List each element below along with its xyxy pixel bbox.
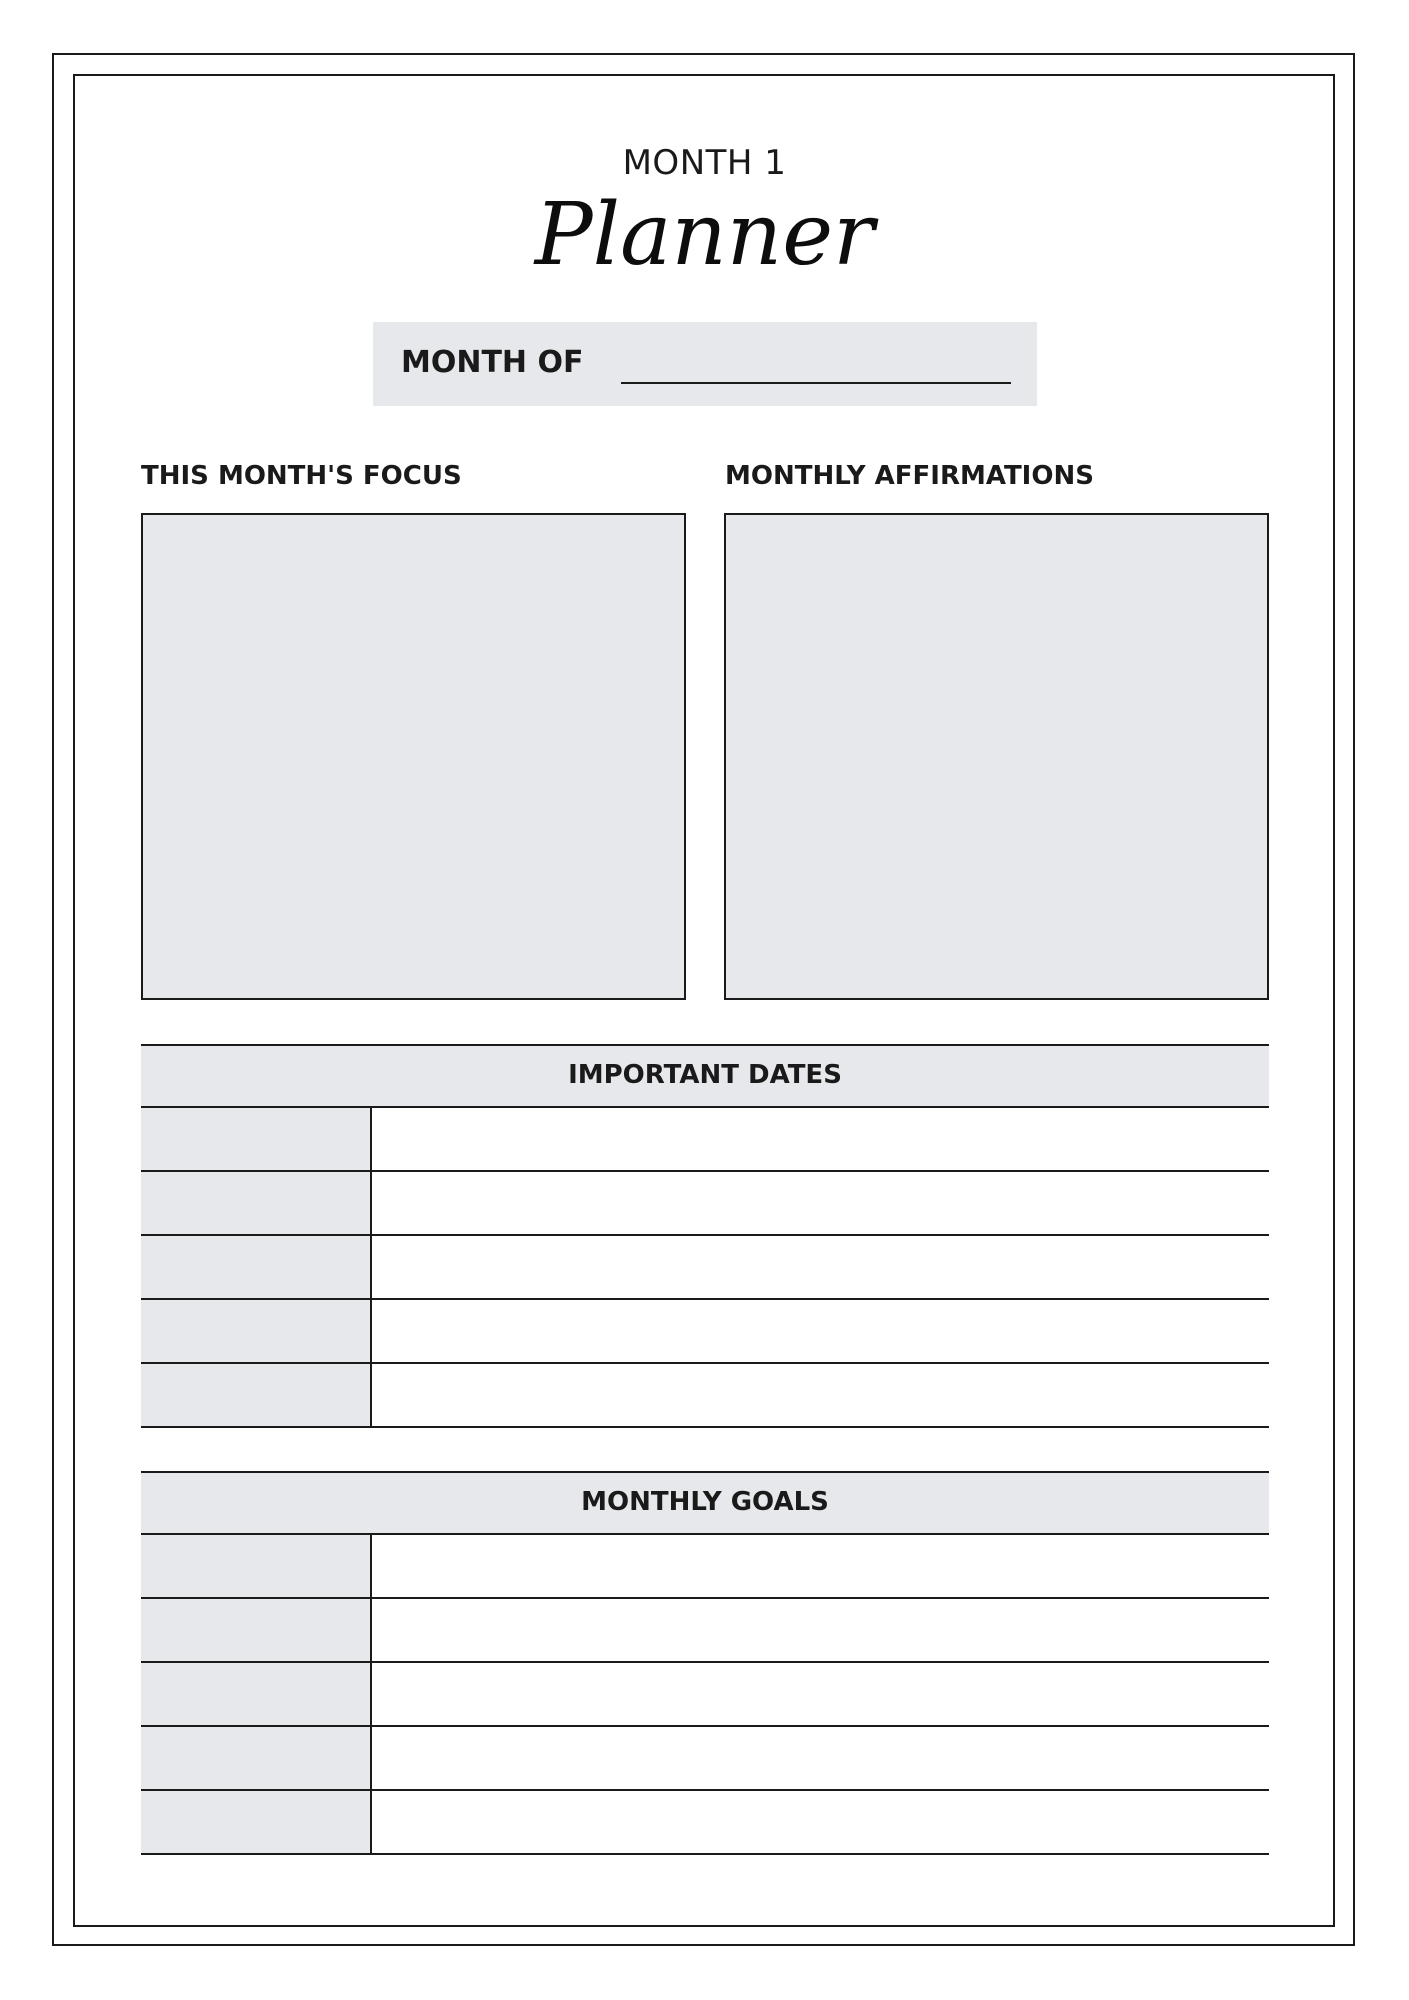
monthly-goals-title: MONTHLY GOALS: [581, 1487, 829, 1517]
monthly-goals-row: [141, 1599, 1269, 1663]
monthly-goals-row: [141, 1663, 1269, 1727]
goal-number-cell[interactable]: [141, 1599, 372, 1661]
important-dates-header: [141, 1044, 1269, 1108]
goal-number-cell[interactable]: [141, 1727, 372, 1789]
entry-cell[interactable]: [372, 1364, 1269, 1426]
entry-cell[interactable]: [372, 1172, 1269, 1234]
important-dates-row: [141, 1236, 1269, 1300]
goal-number-cell[interactable]: [141, 1663, 372, 1725]
goal-number-cell[interactable]: [141, 1791, 372, 1853]
goal-entry-cell[interactable]: [372, 1535, 1269, 1597]
monthly-goals-row: [141, 1791, 1269, 1855]
focus-writing-area[interactable]: [141, 513, 686, 1000]
date-cell[interactable]: [141, 1300, 372, 1362]
monthly-goals-header: [141, 1471, 1269, 1535]
entry-cell[interactable]: [372, 1108, 1269, 1170]
entry-cell[interactable]: [372, 1300, 1269, 1362]
date-cell[interactable]: [141, 1108, 372, 1170]
page-title: Planner: [534, 185, 875, 285]
affirmations-label: MONTHLY AFFIRMATIONS: [725, 461, 1094, 491]
focus-label: THIS MONTH'S FOCUS: [141, 461, 462, 491]
date-cell[interactable]: [141, 1172, 372, 1234]
goal-entry-cell[interactable]: [372, 1663, 1269, 1725]
goal-number-cell[interactable]: [141, 1535, 372, 1597]
important-dates-row: [141, 1300, 1269, 1364]
goal-entry-cell[interactable]: [372, 1791, 1269, 1853]
monthly-goals-row: [141, 1727, 1269, 1791]
important-dates-row: [141, 1108, 1269, 1172]
month-of-label: MONTH OF: [401, 345, 584, 380]
page-subtitle: MONTH 1: [622, 143, 787, 183]
important-dates-row: [141, 1364, 1269, 1428]
date-cell[interactable]: [141, 1364, 372, 1426]
entry-cell[interactable]: [372, 1236, 1269, 1298]
date-cell[interactable]: [141, 1236, 372, 1298]
important-dates-table: [141, 1044, 1269, 1428]
month-of-input-line[interactable]: [621, 382, 1011, 384]
affirmations-writing-area[interactable]: [724, 513, 1269, 1000]
important-dates-title: IMPORTANT DATES: [568, 1060, 842, 1090]
important-dates-row: [141, 1172, 1269, 1236]
goal-entry-cell[interactable]: [372, 1727, 1269, 1789]
monthly-goals-table: [141, 1471, 1269, 1855]
month-of-field: [373, 322, 1037, 406]
goal-entry-cell[interactable]: [372, 1599, 1269, 1661]
monthly-goals-row: [141, 1535, 1269, 1599]
